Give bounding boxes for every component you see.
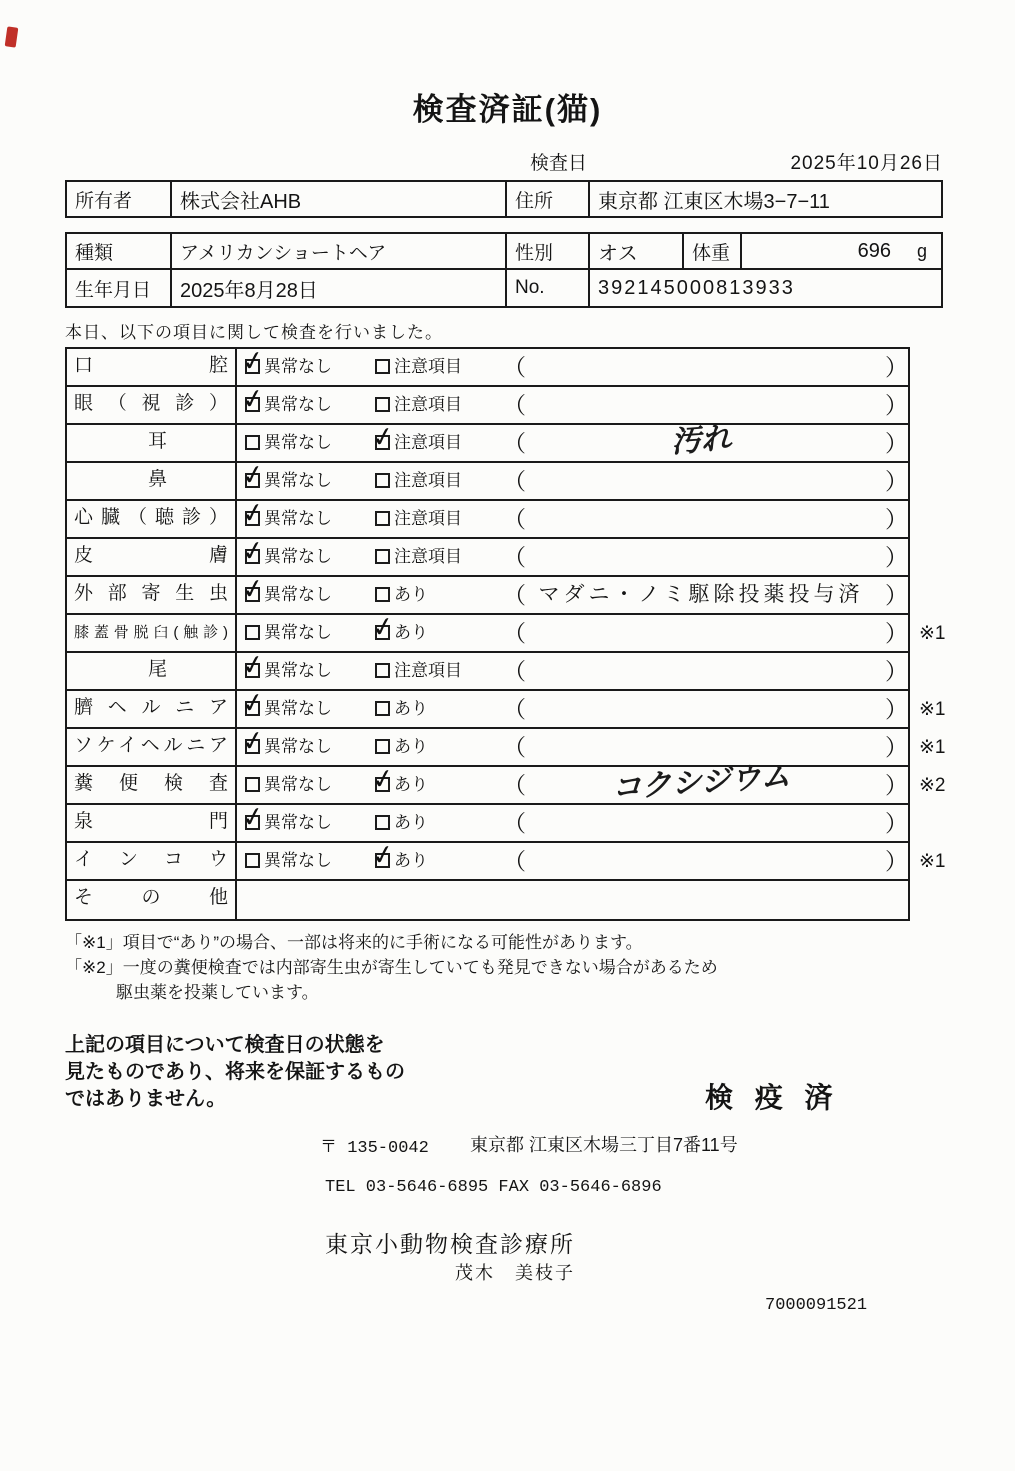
exam-row-content: [237, 610, 908, 651]
option-finding: [375, 387, 462, 423]
note-paren-close: ）: [885, 544, 908, 570]
quarantine-stamp: 検 疫 済: [705, 1082, 840, 1113]
exam-row: [67, 881, 908, 919]
option-finding-label: 注意項目: [394, 661, 462, 680]
exam-row-content: [237, 838, 908, 879]
no-label: No.: [507, 270, 590, 306]
note-paren-open: （: [503, 772, 526, 798]
exam-row: [67, 686, 946, 729]
option-no-abnormality-label: 異常なし: [264, 737, 332, 756]
option-finding-label: 注意項目: [394, 357, 462, 376]
handwritten-check-icon: ✓: [239, 724, 268, 759]
exam-row: [67, 758, 946, 807]
disclaimer-line-1: 上記の項目について検査日の状態を: [65, 1034, 385, 1056]
checkbox-no-abnormality-icon: [245, 435, 260, 450]
option-no-abnormality-label: 異常なし: [264, 699, 332, 718]
footnote-2-continued: 駆虫薬を投薬しています。: [116, 983, 319, 1002]
checkbox-no-abnormality-icon: [239, 458, 268, 493]
exam-row: [67, 420, 908, 463]
disclaimer-text: [65, 1032, 405, 1113]
checkbox-finding-icon: [369, 610, 398, 645]
note-paren-close: ）: [885, 658, 908, 684]
option-no-abnormality-label: 異常なし: [264, 433, 332, 452]
note-paren-close: ）: [885, 772, 908, 798]
footnote-reference-mark: ※1: [919, 623, 946, 644]
option-finding-label: あり: [394, 851, 428, 870]
exam-item-label: その他: [67, 881, 237, 919]
note-paren-close: ）: [885, 506, 908, 532]
exam-row-content: [237, 686, 908, 727]
option-no-abnormality-label: 異常なし: [264, 395, 332, 414]
option-no-abnormality: [245, 615, 332, 651]
inspection-date-value: 2025年10月26日: [790, 153, 943, 174]
option-finding-label: あり: [394, 775, 428, 794]
note-paren-close: ）: [885, 696, 908, 722]
weight-label: 体重: [684, 234, 742, 268]
note-paren-open: （: [503, 848, 526, 874]
option-finding-label: 注意項目: [394, 471, 462, 490]
footnote-reference-mark: ※1: [919, 699, 946, 720]
exam-row: [67, 838, 946, 881]
note-paren-close: ）: [885, 392, 908, 418]
exam-row: [67, 648, 908, 691]
exam-item-label: 糞便検査: [67, 767, 237, 803]
option-no-abnormality-label: 異常なし: [264, 775, 332, 794]
option-finding: [375, 539, 462, 575]
weight-unit: g: [916, 240, 927, 261]
handwritten-check-icon: ✓: [239, 344, 268, 379]
note-paren-open: （: [503, 696, 526, 722]
exam-row-content: [237, 572, 908, 613]
checkbox-finding-icon: [375, 587, 390, 602]
exam-item-label: 尾: [67, 653, 237, 689]
owner-label: 所有者: [67, 182, 172, 216]
checkbox-finding-icon: [375, 815, 390, 830]
option-no-abnormality: [239, 572, 332, 613]
exam-row: [67, 800, 908, 843]
option-no-abnormality: [239, 458, 332, 499]
handwritten-check-icon: ✓: [239, 686, 268, 721]
checkbox-finding-icon: [375, 663, 390, 678]
note-paren-open: （: [503, 810, 526, 836]
exam-row: [67, 344, 908, 387]
option-no-abnormality: [245, 767, 332, 803]
note-paren-open: （: [503, 392, 526, 418]
footnote-reference-mark: ※2: [919, 775, 946, 796]
option-no-abnormality: [239, 686, 332, 727]
option-no-abnormality-label: 異常なし: [264, 509, 332, 528]
option-finding: [375, 349, 462, 385]
note-paren-close: ）: [885, 734, 908, 760]
option-no-abnormality: [239, 648, 332, 689]
exam-item-label: 泉門: [67, 805, 237, 841]
exam-row-content: [237, 881, 908, 919]
note-paren-close: ）: [885, 468, 908, 494]
exam-results-table: [65, 344, 946, 921]
option-finding: [375, 463, 462, 499]
exam-item-label: 眼（視診）: [67, 387, 237, 423]
checkbox-finding-icon: [375, 359, 390, 374]
handwritten-check-icon: ✓: [239, 382, 268, 417]
checkbox-no-abnormality-icon: [239, 572, 268, 607]
document-title: 検査済証(猫): [412, 92, 603, 127]
clinic-name: 東京小動物検査診療所: [325, 1231, 575, 1257]
exam-item-label: ソケイヘルニア: [67, 729, 237, 765]
footnote-2: 「※2」一度の糞便検査では内部寄生虫が寄生していても発見できない場合があるため: [65, 958, 718, 977]
option-finding-label: あり: [394, 737, 428, 756]
option-finding: [369, 762, 428, 803]
birthdate-label: 生年月日: [67, 270, 172, 306]
note-paren-open: （: [503, 658, 526, 684]
note-paren-open: （: [503, 544, 526, 570]
option-finding-label: 注意項目: [394, 395, 462, 414]
breed-value: アメリカンショートヘア: [172, 234, 507, 268]
note-paren-close: ）: [885, 582, 908, 608]
handwritten-check-icon: ✓: [369, 838, 398, 873]
option-finding-label: あり: [394, 813, 428, 832]
clinic-tel-fax: TEL 03-5646-6895 FAX 03-5646-6896: [325, 1178, 662, 1197]
option-finding: [375, 577, 428, 613]
exam-item-label: 心臓（聴診）: [67, 501, 237, 537]
option-finding: [369, 610, 428, 651]
exam-row: [67, 610, 946, 653]
weight-value-cell: [742, 234, 941, 268]
exam-item-label: インコウ: [67, 843, 237, 879]
disclaimer-line-2: 見たものであり、将来を保証するもの: [65, 1061, 405, 1083]
option-no-abnormality-label: 異常なし: [264, 661, 332, 680]
option-finding-label: あり: [394, 623, 428, 642]
note-paren-close: ）: [885, 620, 908, 646]
exam-row-content: [237, 758, 908, 807]
pet-info-table: [65, 232, 943, 270]
option-finding-label: 注意項目: [394, 433, 462, 452]
exam-row: [67, 534, 908, 577]
exam-row: [67, 496, 908, 539]
note-paren-open: （: [503, 620, 526, 646]
checkbox-finding-icon: [375, 739, 390, 754]
sex-label: 性別: [507, 234, 590, 268]
checkbox-no-abnormality-icon: [245, 777, 260, 792]
option-finding-label: あり: [394, 699, 428, 718]
exam-row-content: [237, 344, 908, 385]
option-no-abnormality-label: 異常なし: [264, 471, 332, 490]
checkbox-finding-icon: [375, 549, 390, 564]
option-finding: [375, 805, 428, 841]
option-finding: [375, 729, 428, 765]
exam-row-content: [237, 420, 908, 461]
inspection-date-label: 検査日: [530, 153, 588, 174]
option-finding: [375, 653, 462, 689]
checkbox-no-abnormality-icon: [245, 853, 260, 868]
option-no-abnormality: [239, 534, 332, 575]
exam-item-label: 皮膚: [67, 539, 237, 575]
option-finding-label: 注意項目: [394, 547, 462, 566]
option-no-abnormality-label: 異常なし: [264, 357, 332, 376]
clinic-postal-code: 〒 135-0042: [320, 1139, 429, 1158]
option-no-abnormality: [239, 800, 332, 841]
exam-row-content: [237, 648, 908, 689]
clinic-address: 東京都 江東区木場三丁目7番11号: [470, 1135, 738, 1155]
option-finding: [375, 501, 462, 537]
checkbox-finding-icon: [369, 838, 398, 873]
checkbox-no-abnormality-icon: [245, 625, 260, 640]
option-finding: [369, 838, 428, 879]
checkbox-no-abnormality-icon: [239, 648, 268, 683]
birthdate-value: 2025年8月28日: [172, 270, 507, 306]
veterinarian-name: 茂木 美枝子: [455, 1263, 575, 1283]
exam-note: コクシジウム: [610, 758, 792, 807]
checkbox-no-abnormality-icon: [239, 686, 268, 721]
note-paren-open: （: [503, 506, 526, 532]
checkbox-finding-icon: [375, 397, 390, 412]
option-no-abnormality-label: 異常なし: [264, 547, 332, 566]
note-paren-close: ）: [885, 430, 908, 456]
exam-item-label: 外部寄生虫: [67, 577, 237, 613]
checkbox-no-abnormality-icon: [239, 496, 268, 531]
owner-info-table: [65, 180, 943, 218]
exam-item-label: 臍ヘルニア: [67, 691, 237, 727]
handwritten-check-icon: ✓: [369, 610, 398, 645]
exam-note: 汚れ: [669, 420, 733, 461]
option-no-abnormality-label: 異常なし: [264, 585, 332, 604]
serial-number: 7000091521: [765, 1296, 868, 1315]
exam-row-content: [237, 800, 908, 841]
option-finding-label: 注意項目: [394, 509, 462, 528]
exam-item-label: 鼻: [67, 463, 237, 499]
breed-label: 種類: [67, 234, 172, 268]
note-paren-close: ）: [885, 354, 908, 380]
footnote-reference-mark: ※1: [919, 851, 946, 872]
note-paren-open: （: [503, 468, 526, 494]
option-no-abnormality: [245, 843, 332, 879]
option-no-abnormality: [239, 724, 332, 765]
no-value: 392145000813933: [598, 276, 795, 299]
option-finding: [369, 420, 462, 461]
note-paren-open: （: [503, 582, 526, 608]
exam-intro-text: 本日、以下の項目に関して検査を行いました。: [65, 323, 443, 342]
checkbox-no-abnormality-icon: [239, 344, 268, 379]
note-paren-open: （: [503, 734, 526, 760]
checkbox-no-abnormality-icon: [239, 534, 268, 569]
footnote-1: 「※1」項目で“あり”の場合、一部は将来的に手術になる可能性があります。: [65, 933, 643, 952]
birthdate-info-table: [65, 270, 943, 308]
handwritten-check-icon: ✓: [369, 420, 398, 455]
address-label: 住所: [507, 182, 590, 216]
checkbox-finding-icon: [375, 701, 390, 716]
option-no-abnormality-label: 異常なし: [264, 813, 332, 832]
exam-item-label: 膝蓋骨脱臼(触診): [67, 615, 237, 651]
checkbox-finding-icon: [369, 762, 398, 797]
exam-item-label: 耳: [67, 425, 237, 461]
exam-note: マダニ・ノミ駆除投薬投与済: [538, 583, 864, 606]
option-no-abnormality-label: 異常なし: [264, 623, 332, 642]
exam-row: [67, 458, 908, 501]
note-paren-open: （: [503, 430, 526, 456]
address-value: 東京都 江東区木場3−7−11: [598, 190, 830, 213]
exam-item-label: 口腔: [67, 349, 237, 385]
handwritten-check-icon: ✓: [239, 800, 268, 835]
checkbox-finding-icon: [375, 473, 390, 488]
handwritten-check-icon: ✓: [239, 458, 268, 493]
checkbox-finding-icon: [369, 420, 398, 455]
handwritten-check-icon: ✓: [239, 648, 268, 683]
handwritten-check-icon: ✓: [239, 534, 268, 569]
owner-value: 株式会社AHB: [172, 182, 507, 216]
exam-row-content: [237, 458, 908, 499]
checkbox-no-abnormality-icon: [239, 800, 268, 835]
checkbox-no-abnormality-icon: [239, 724, 268, 759]
option-finding-label: あり: [394, 585, 428, 604]
sex-value: オス: [590, 234, 684, 268]
option-no-abnormality: [239, 382, 332, 423]
exam-row-content: [237, 534, 908, 575]
note-paren-open: （: [503, 354, 526, 380]
note-paren-close: ）: [885, 848, 908, 874]
scan-artifact-red-mark: [5, 26, 19, 47]
option-no-abnormality: [245, 425, 332, 461]
handwritten-check-icon: ✓: [239, 572, 268, 607]
handwritten-check-icon: ✓: [369, 762, 398, 797]
weight-value: 696: [857, 239, 891, 262]
option-finding: [375, 691, 428, 727]
checkbox-no-abnormality-icon: [239, 382, 268, 417]
exam-row: [67, 572, 908, 615]
checkbox-finding-icon: [375, 511, 390, 526]
disclaimer-line-3: ではありません。: [65, 1088, 227, 1110]
note-paren-close: ）: [885, 810, 908, 836]
exam-row-content: [237, 496, 908, 537]
option-no-abnormality: [239, 344, 332, 385]
footnote-reference-mark: ※1: [919, 737, 946, 758]
option-no-abnormality: [239, 496, 332, 537]
option-no-abnormality-label: 異常なし: [264, 851, 332, 870]
handwritten-check-icon: ✓: [239, 496, 268, 531]
